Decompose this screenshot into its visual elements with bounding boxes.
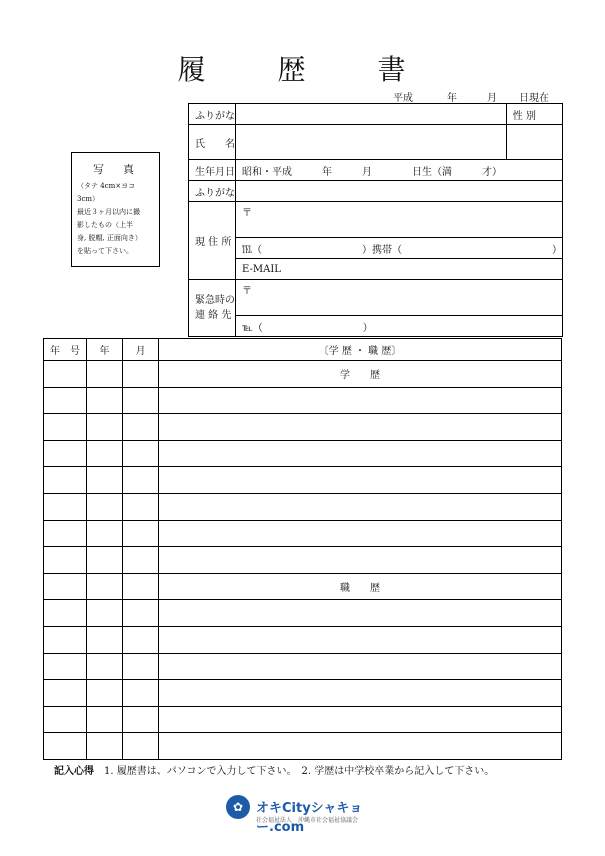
- era-cell[interactable]: [44, 680, 87, 707]
- era-cell[interactable]: [44, 520, 87, 547]
- era-cell[interactable]: [44, 493, 87, 520]
- year-cell[interactable]: [87, 547, 123, 574]
- month-cell[interactable]: [123, 520, 159, 547]
- postal-mark-2: 〒: [242, 286, 252, 297]
- organization-logo: [226, 795, 386, 835]
- era-cell[interactable]: [44, 626, 87, 653]
- photo-line: を貼って下さい。: [77, 247, 133, 255]
- era-cell[interactable]: [44, 733, 87, 760]
- content-cell[interactable]: [159, 653, 562, 680]
- month-cell[interactable]: [123, 600, 159, 627]
- furigana-label: ふりがな: [189, 104, 236, 125]
- content-cell[interactable]: [159, 733, 562, 760]
- month-cell[interactable]: [123, 493, 159, 520]
- personal-info-table: [188, 103, 563, 337]
- table-row: [44, 547, 562, 574]
- content-cell[interactable]: [159, 493, 562, 520]
- emergency-label: [189, 280, 236, 337]
- table-row: [44, 493, 562, 520]
- year-cell[interactable]: [87, 706, 123, 733]
- month-cell[interactable]: [123, 733, 159, 760]
- month-cell[interactable]: [123, 626, 159, 653]
- year-cell[interactable]: [87, 680, 123, 707]
- month-cell[interactable]: [123, 653, 159, 680]
- date-era: 平成: [393, 93, 413, 104]
- col-content: 〔学 歴 ・ 職 歴〕: [159, 339, 562, 361]
- table-row: [44, 653, 562, 680]
- table-row: [44, 467, 562, 494]
- emergency-label-line: 連 絡 先: [195, 310, 232, 321]
- year-cell[interactable]: [87, 493, 123, 520]
- history-table: [43, 338, 562, 760]
- era-cell[interactable]: [44, 467, 87, 494]
- year-cell[interactable]: [87, 600, 123, 627]
- content-cell[interactable]: [159, 626, 562, 653]
- photo-box: [71, 152, 160, 267]
- date-year: 年: [447, 93, 457, 104]
- gender-field[interactable]: [506, 125, 562, 160]
- content-cell[interactable]: [159, 706, 562, 733]
- era-cell[interactable]: [44, 600, 87, 627]
- instructions-label: 記入心得: [54, 766, 94, 777]
- content-cell[interactable]: [159, 520, 562, 547]
- education-heading: 学 歴: [159, 361, 562, 388]
- year-cell[interactable]: [87, 467, 123, 494]
- logo-text: オキCityシャキョー.com: [256, 801, 363, 835]
- gender-label: 性 別: [506, 104, 562, 125]
- photo-line: 影したもの（上半: [77, 221, 133, 229]
- content-cell[interactable]: [159, 547, 562, 574]
- month-cell[interactable]: [123, 573, 159, 600]
- emergency-tel-field[interactable]: ℡（ ）: [236, 316, 563, 337]
- furigana2-field[interactable]: [236, 181, 563, 202]
- year-cell[interactable]: [87, 440, 123, 467]
- postal-mark: 〒: [242, 208, 252, 219]
- col-era: 年 号: [44, 339, 87, 361]
- address-field[interactable]: [236, 202, 563, 238]
- month-cell[interactable]: [123, 414, 159, 441]
- era-cell[interactable]: [44, 547, 87, 574]
- emergency-address-field[interactable]: [236, 280, 563, 316]
- birth-label: 生年月日: [189, 160, 236, 181]
- year-cell[interactable]: [87, 520, 123, 547]
- year-cell[interactable]: [87, 414, 123, 441]
- content-cell[interactable]: [159, 414, 562, 441]
- month-cell[interactable]: [123, 361, 159, 388]
- furigana-field[interactable]: [236, 104, 507, 125]
- table-row: [44, 680, 562, 707]
- date-suffix: 日現在: [519, 93, 549, 104]
- table-row: [44, 733, 562, 760]
- table-row: [44, 361, 562, 388]
- furigana2-label: ふりがな: [189, 181, 236, 202]
- month-cell[interactable]: [123, 706, 159, 733]
- month-cell[interactable]: [123, 467, 159, 494]
- work-heading: 職 歴: [159, 573, 562, 600]
- photo-line: 最近３ヶ月以内に撮: [77, 208, 140, 216]
- instructions-note: [54, 762, 494, 777]
- month-cell[interactable]: [123, 387, 159, 414]
- col-month: 月: [123, 339, 159, 361]
- document-title: 履 歴 書: [177, 53, 428, 86]
- year-cell[interactable]: [87, 626, 123, 653]
- era-cell[interactable]: [44, 387, 87, 414]
- table-row: [44, 573, 562, 600]
- logo-subtext: 社会福祉法人 沖縄市社会福祉協議会: [256, 817, 359, 824]
- era-cell[interactable]: [44, 361, 87, 388]
- content-cell[interactable]: [159, 467, 562, 494]
- birth-field[interactable]: 昭和・平成 年 月 日生（満 才）: [236, 160, 563, 181]
- table-row: [44, 387, 562, 414]
- table-row: [44, 440, 562, 467]
- tel-field[interactable]: ℡（ ）携帯（ ）: [236, 238, 563, 259]
- era-cell[interactable]: [44, 706, 87, 733]
- photo-line: 身, 脱帽, 正面向き）: [77, 234, 142, 242]
- year-cell[interactable]: [87, 387, 123, 414]
- address-label: 現 住 所: [189, 202, 236, 280]
- month-cell[interactable]: [123, 680, 159, 707]
- emergency-label-line: 緊急時の: [195, 295, 235, 306]
- content-cell[interactable]: [159, 440, 562, 467]
- year-cell[interactable]: [87, 573, 123, 600]
- name-label: 氏 名: [189, 125, 236, 160]
- era-cell[interactable]: [44, 653, 87, 680]
- month-cell[interactable]: [123, 547, 159, 574]
- instructions-text: 1. 履歴書は、パソコンで入力して下さい。 2. 学歴は中学校卒業から記入して下さい。: [104, 766, 495, 777]
- era-cell[interactable]: [44, 414, 87, 441]
- content-cell[interactable]: [159, 680, 562, 707]
- table-row: [44, 600, 562, 627]
- content-cell[interactable]: [159, 600, 562, 627]
- photo-line: （タテ 4cm×ヨコ 3cm）: [77, 182, 136, 203]
- year-cell[interactable]: [87, 733, 123, 760]
- photo-title: 写 真: [93, 163, 138, 176]
- table-row: [44, 626, 562, 653]
- year-cell[interactable]: [87, 361, 123, 388]
- logo-mark-icon: ✿: [226, 795, 250, 819]
- year-cell[interactable]: [87, 653, 123, 680]
- content-cell[interactable]: [159, 387, 562, 414]
- name-field[interactable]: [236, 125, 507, 160]
- email-field[interactable]: E-MAIL: [236, 259, 563, 280]
- table-row: [44, 520, 562, 547]
- era-cell[interactable]: [44, 440, 87, 467]
- col-year: 年: [87, 339, 123, 361]
- month-cell[interactable]: [123, 440, 159, 467]
- date-month: 月: [487, 93, 497, 104]
- era-cell[interactable]: [44, 573, 87, 600]
- table-row: [44, 414, 562, 441]
- table-row: [44, 706, 562, 733]
